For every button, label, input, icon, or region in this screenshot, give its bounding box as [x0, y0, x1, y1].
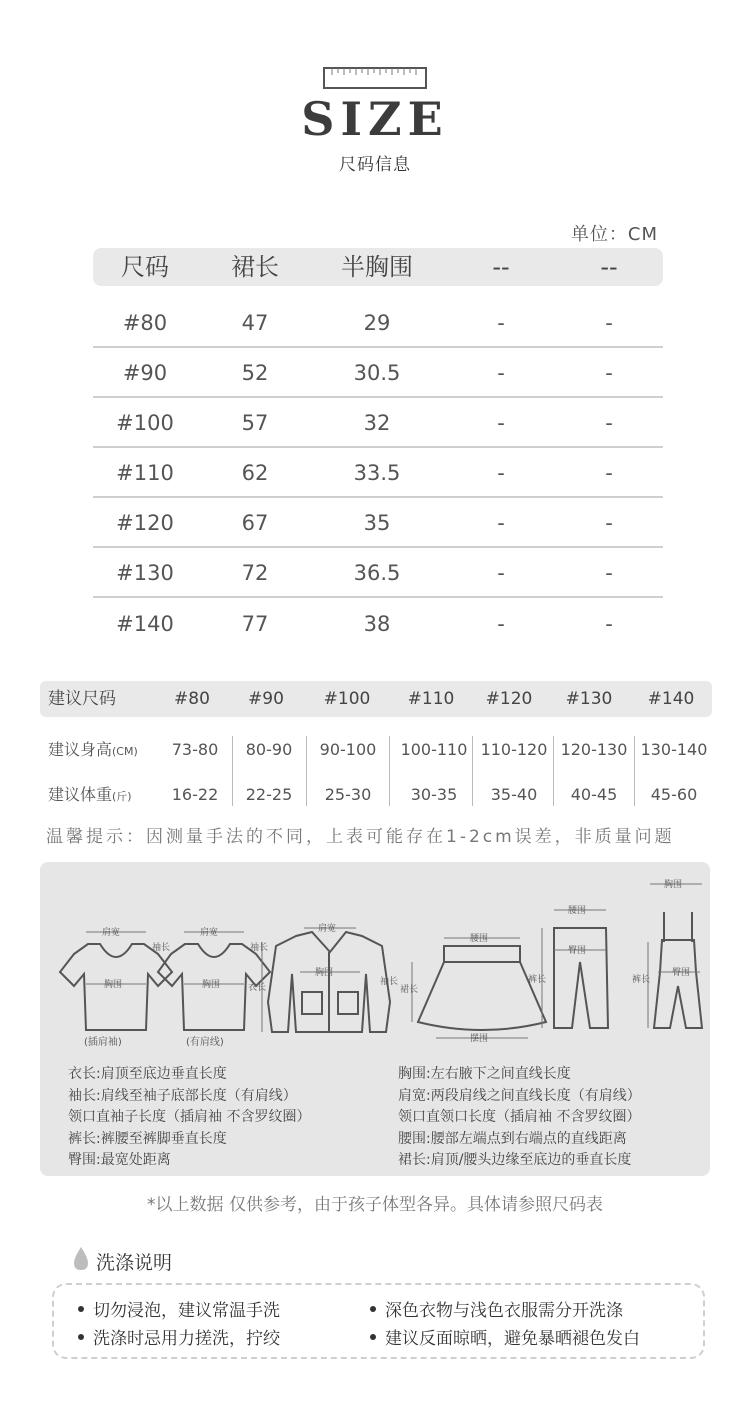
- cell: #120: [116, 511, 174, 535]
- cell: #130: [116, 561, 174, 585]
- table-row: [93, 298, 663, 348]
- cell: -: [605, 612, 613, 636]
- recommend-head-label: 建议尺码: [48, 689, 116, 709]
- cell: -: [605, 511, 613, 535]
- weight-value: 45-60: [650, 785, 698, 804]
- table-row: [93, 548, 663, 598]
- recommend-size: #140: [647, 689, 695, 709]
- col-header: --: [492, 253, 510, 281]
- cell: -: [605, 311, 613, 335]
- recommend-size: #90: [248, 689, 284, 709]
- column-divider: [232, 736, 233, 806]
- wash-item: 切勿浸泡，建议常温手洗: [78, 1296, 280, 1321]
- definition: 裤长:裤腰至裤脚垂直长度: [68, 1130, 227, 1147]
- cell: 47: [241, 311, 269, 335]
- col-header: 裙长: [231, 253, 279, 281]
- definition: 胸围:左右腋下之间直线长度: [398, 1066, 571, 1082]
- diagram-label-hem: 摆围: [470, 1034, 489, 1044]
- recommend-size: #100: [323, 689, 371, 709]
- size-subtitle: 尺码信息: [339, 155, 411, 175]
- cell: 30.5: [353, 361, 401, 385]
- weight-value: 40-45: [570, 785, 618, 804]
- height-value: 80-90: [245, 740, 293, 759]
- cell: -: [497, 361, 505, 385]
- cell: #110: [116, 461, 174, 485]
- recommend-height-row: [40, 730, 712, 770]
- column-divider: [306, 736, 307, 806]
- diagram-label-shoulder: 肩宽: [318, 924, 337, 934]
- cell: -: [605, 411, 613, 435]
- diagram-label-skirt-length: 裙长: [400, 985, 419, 995]
- column-divider: [553, 736, 554, 806]
- diagram-label-shoulder-line: (有肩线): [186, 1037, 224, 1048]
- cell: -: [497, 511, 505, 535]
- recommend-size: #110: [407, 689, 455, 709]
- diagram-label-shoulder: 肩宽: [102, 928, 121, 938]
- column-divider: [389, 736, 390, 806]
- definition: 衣长:肩顶至底边垂直长度: [68, 1066, 227, 1082]
- recommend-weight-row: [40, 775, 712, 815]
- row-divider: [93, 596, 663, 598]
- definition: 领口直袖子长度（插肩袖 不含罗纹圈）: [68, 1109, 311, 1125]
- diagram-label-raglan: (插肩袖): [84, 1037, 122, 1048]
- bullet-icon: [370, 1334, 376, 1340]
- definition: 领口直领口长度（插肩袖 不含罗纹圈）: [398, 1109, 641, 1125]
- definition: 肩宽:两段肩线之间直线长度（有肩线）: [398, 1087, 641, 1104]
- bullet-icon: [370, 1306, 376, 1312]
- weight-value: 35-40: [490, 785, 538, 804]
- weight-value: 16-22: [171, 785, 219, 804]
- cell: 72: [241, 561, 269, 585]
- wash-item: 建议反面晾晒，避免暴晒褪色发白: [370, 1324, 640, 1349]
- cell: 38: [363, 612, 391, 636]
- cell: #80: [122, 311, 168, 335]
- cell: 57: [241, 411, 269, 435]
- wash-item: 洗涤时忌用力搓洗，拧绞: [78, 1324, 280, 1349]
- weight-value: 30-35: [410, 785, 458, 804]
- cell: 67: [241, 511, 269, 535]
- cell: 35: [363, 511, 391, 535]
- cell: -: [497, 411, 505, 435]
- diagram-label-pants-length: 裤长: [528, 975, 547, 985]
- ruler-icon: [322, 66, 428, 92]
- definition: 腰围:腰部左端点到右端点的直线距离: [398, 1130, 627, 1147]
- cell: 33.5: [353, 461, 401, 485]
- definition: 臀围:最宽处距离: [68, 1152, 171, 1168]
- recommend-size: #80: [174, 689, 210, 709]
- diagram-label-sleeve: 袖长: [152, 943, 171, 953]
- size-title: SIZE: [301, 92, 449, 146]
- height-value: 100-110: [400, 740, 468, 759]
- table-row: [93, 448, 663, 498]
- cell: #140: [116, 612, 174, 636]
- cell: 62: [241, 461, 269, 485]
- diagram-label-sleeve: 袖长: [250, 943, 269, 953]
- height-value: 90-100: [319, 740, 377, 759]
- garment-illustrations: [40, 862, 710, 1062]
- diagram-label-chest: 胸围: [104, 980, 123, 990]
- table-row: [93, 498, 663, 548]
- cell: -: [605, 461, 613, 485]
- cell: 52: [241, 361, 269, 385]
- measurement-tip: 温馨提示：因测量手法的不同，上表可能存在1-2cm误差，非质量问题: [46, 827, 675, 847]
- cell: 29: [363, 311, 391, 335]
- water-drop-icon: [72, 1246, 90, 1272]
- diagram-label-waist: 腰围: [568, 906, 587, 916]
- table-row: [93, 348, 663, 398]
- weight-label: 建议体重(斤): [48, 785, 132, 804]
- measurement-diagram-panel: [40, 862, 710, 1176]
- height-label: 建议身高(CM): [48, 740, 138, 759]
- column-divider: [472, 736, 473, 806]
- unit-label: 单位：CM: [570, 224, 658, 245]
- definitions-left: [68, 1064, 310, 1172]
- height-value: 120-130: [560, 740, 628, 759]
- column-divider: [634, 736, 635, 806]
- size-table-header: [93, 248, 663, 286]
- cell: 36.5: [353, 561, 401, 585]
- weight-value: 22-25: [245, 785, 293, 804]
- cell: -: [497, 561, 505, 585]
- diagram-label-chest: 胸围: [664, 880, 683, 890]
- recommend-size: #120: [485, 689, 533, 709]
- diagram-label-pants-length: 裤长: [632, 975, 651, 985]
- bullet-icon: [78, 1334, 84, 1340]
- height-value: 110-120: [480, 740, 548, 759]
- col-header: --: [600, 253, 618, 281]
- cell: #90: [122, 361, 168, 385]
- cell: 32: [363, 411, 391, 435]
- recommend-header: [40, 681, 712, 717]
- wash-item: 深色衣物与浅色衣服需分开洗涤: [370, 1296, 623, 1321]
- diagram-label-hip: 臀围: [568, 946, 587, 956]
- cell: -: [497, 461, 505, 485]
- diagram-label-shoulder: 肩宽: [200, 928, 219, 938]
- recommend-size: #130: [565, 689, 613, 709]
- wash-title: 洗涤说明: [96, 1252, 173, 1274]
- diagram-label-chest: 胸围: [315, 968, 334, 978]
- definition: 袖长:肩线至袖子底部长度（有肩线）: [68, 1087, 297, 1104]
- diagram-label-waist: 腰围: [470, 934, 489, 944]
- height-value: 73-80: [171, 740, 219, 759]
- table-row: [93, 398, 663, 448]
- bullet-icon: [78, 1306, 84, 1312]
- diagram-label-length: 衣长: [248, 983, 267, 993]
- diagram-label-sleeve: 袖长: [380, 977, 399, 987]
- cell: #100: [116, 411, 174, 435]
- table-row: [93, 599, 663, 649]
- height-value: 130-140: [640, 740, 708, 759]
- col-header: 半胸围: [341, 253, 413, 281]
- definition: 裙长:肩顶/腰头边缘至底边的垂直长度: [398, 1152, 632, 1168]
- col-header: 尺码: [121, 253, 169, 281]
- weight-value: 25-30: [324, 785, 372, 804]
- diagram-label-chest: 胸围: [202, 980, 221, 990]
- definitions-right: [398, 1064, 641, 1172]
- cell: -: [497, 311, 505, 335]
- cell: -: [497, 612, 505, 636]
- cell: 77: [241, 612, 269, 636]
- reference-note: *以上数据 仅供参考，由于孩子体型各异。具体请参照尺码表: [147, 1195, 603, 1215]
- cell: -: [605, 361, 613, 385]
- cell: -: [605, 561, 613, 585]
- diagram-label-hip: 臀围: [672, 968, 691, 978]
